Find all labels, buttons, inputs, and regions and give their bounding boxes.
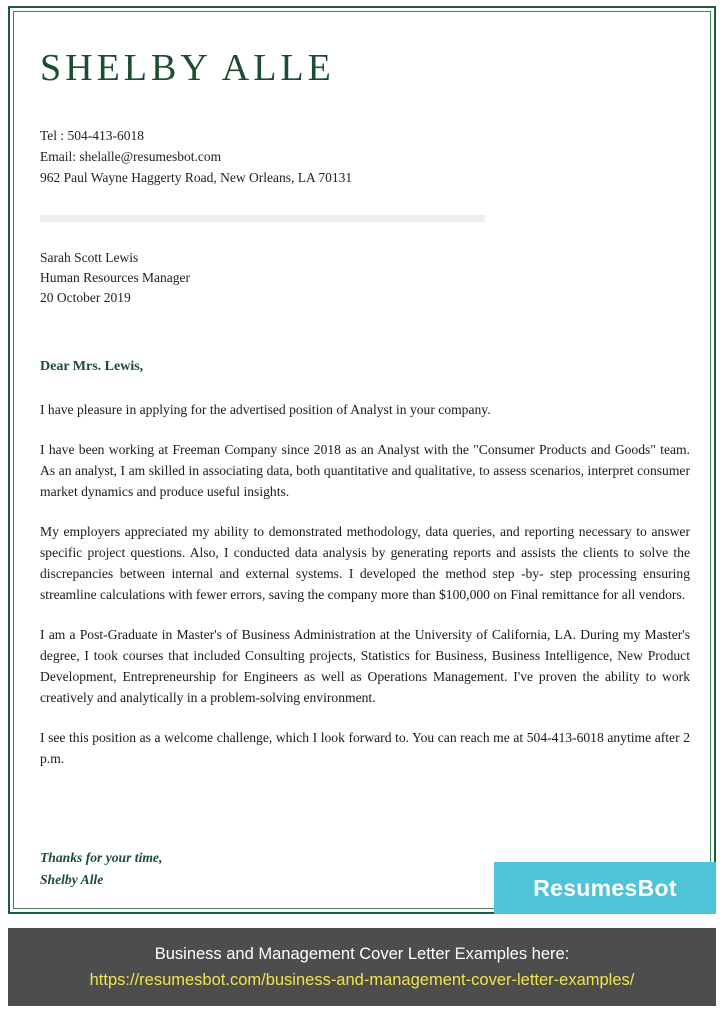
- signature-name: Shelby Alle: [40, 872, 104, 888]
- contact-block: [40, 126, 690, 189]
- body-paragraph: I have pleasure in applying for the advertised position of Analyst in your company.: [40, 401, 491, 417]
- body-paragraph: I am a Post-Graduate in Master's of Business Administration at the University of California, LA. During my Master's degree, I took courses that included Consulting projects, Statistics for Business, Business Intelligence, New Product Development, Entrepreneurship for Engineers as well as Operations Management. I've proven the ability to work creatively and analytically in a problem-solving environment.: [40, 627, 690, 706]
- contact-address: 962 Paul Wayne Haggerty Road, New Orleans, LA 70131: [40, 169, 353, 185]
- letter-content: [40, 30, 690, 891]
- recipient-block: [40, 248, 690, 309]
- body-paragraph: I have been working at Freeman Company since 2018 as an Analyst with the "Consumer Products and Goods" team. As an analyst, I am skilled in associating data, both quantitative and qualitative, to assess scenarios, interpret consumer market dynamics and produce useful insights.: [40, 441, 690, 499]
- footer-link[interactable]: https://resumesbot.com/business-and-management-cover-letter-examples/: [89, 970, 635, 989]
- body-paragraph: My employers appreciated my ability to demonstrated methodology, data queries, and reporting necessary to answer specific project questions. Also, I conducted data analysis by generating reports and assists the clients to solve the discrepancies between internal and external systems. I developed the method step -by- step processing ensuring streamline calculations with fewer errors, saving the company more than $100,000 on Final remittance for all vendors.: [40, 523, 690, 602]
- letter-body: [40, 399, 690, 770]
- contact-email: Email: shelalle@resumesbot.com: [40, 148, 222, 164]
- footer-bar: [8, 928, 716, 1006]
- recipient-title: Human Resources Manager: [40, 270, 190, 286]
- body-paragraph: I see this position as a welcome challenge, which I look forward to. You can reach me at 504-413-6018 anytime after 2 p.m.: [40, 730, 690, 767]
- divider: [40, 215, 485, 222]
- contact-phone: Tel : 504-413-6018: [40, 128, 145, 143]
- resumesbot-badge: ResumesBot: [494, 862, 716, 914]
- letter-date: 20 October 2019: [40, 290, 131, 306]
- footer-caption: Business and Management Cover Letter Examples here:: [154, 944, 570, 963]
- closing-line: Thanks for your time,: [40, 850, 163, 866]
- recipient-name: Sarah Scott Lewis: [40, 249, 139, 265]
- page-title: SHELBY ALLE: [40, 47, 335, 89]
- salutation: Dear Mrs. Lewis,: [40, 358, 144, 374]
